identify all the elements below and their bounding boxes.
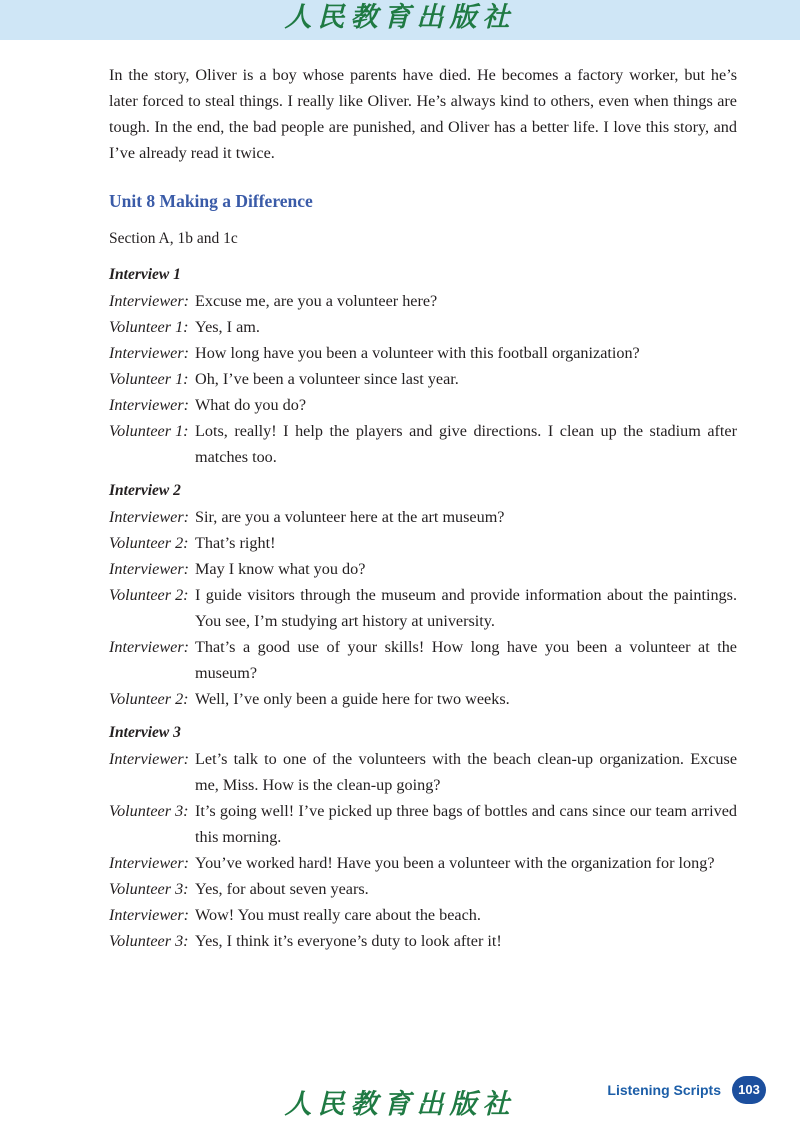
speaker-label: Interviewer:	[109, 906, 190, 924]
dialogue-line	[109, 850, 737, 876]
dialogue-line	[109, 686, 737, 712]
speaker-label: Interviewer:	[109, 560, 190, 578]
speaker-label: Interviewer:	[109, 638, 190, 656]
speaker-label: Volunteer 2:	[109, 534, 189, 552]
dialogue-line	[109, 340, 737, 366]
dialogue-line	[109, 634, 737, 686]
dialogue-line	[109, 366, 737, 392]
speech-text: How long have you been a volunteer with this football organization?	[195, 344, 640, 362]
speaker-label: Volunteer 1:	[109, 422, 189, 440]
dialogue-line	[109, 288, 737, 314]
interview-title: Interview 2	[109, 482, 181, 499]
dialogue-line	[109, 556, 737, 582]
interviews-list	[109, 262, 737, 954]
speech-text: What do you do?	[195, 396, 307, 414]
speaker-label: Interviewer:	[109, 508, 190, 526]
interview-title: Interview 1	[109, 266, 181, 283]
speaker-label: Interviewer:	[109, 854, 190, 872]
dialogue-line	[109, 876, 737, 902]
interview-block	[109, 478, 737, 712]
dialogue-line	[109, 798, 737, 850]
speech-text: Let’s talk to one of the volunteers with the beach clean-up organization. Excuse me, Miss. How is the clean-up going?	[195, 750, 737, 794]
dialogue-line	[109, 314, 737, 340]
speech-text: Yes, I think it’s everyone’s duty to look after it!	[195, 932, 502, 950]
interview-block	[109, 720, 737, 954]
interview-block	[109, 262, 737, 470]
speaker-label: Interviewer:	[109, 750, 190, 768]
publisher-logo-bottom: 人民教育出版社	[284, 1089, 516, 1120]
publisher-logo-top: 人民教育出版社	[284, 2, 516, 33]
speaker-label: Interviewer:	[109, 396, 190, 414]
speaker-label: Interviewer:	[109, 292, 190, 310]
section-label: Section A, 1b and 1c	[109, 230, 238, 247]
page-content	[109, 62, 737, 954]
speech-text: That’s right!	[195, 534, 276, 552]
speech-text: Well, I’ve only been a guide here for two weeks.	[195, 690, 510, 708]
speech-text: May I know what you do?	[195, 560, 366, 578]
speaker-label: Volunteer 3:	[109, 880, 189, 898]
dialogue-line	[109, 530, 737, 556]
speech-text: I guide visitors through the museum and provide information about the paintings. You see, I’m studying art history at university.	[195, 586, 737, 630]
speech-text: You’ve worked hard! Have you been a volunteer with the organization for long?	[195, 854, 715, 872]
unit-heading: Unit 8 Making a Difference	[109, 191, 313, 211]
speech-text: Oh, I’ve been a volunteer since last year.	[195, 370, 459, 388]
speech-text: It’s going well! I’ve picked up three bags of bottles and cans since our team arrived this morning.	[195, 802, 737, 846]
speech-text: Yes, for about seven years.	[195, 880, 369, 898]
speaker-label: Volunteer 2:	[109, 690, 189, 708]
footer-section-label: Listening Scripts	[607, 1082, 721, 1098]
dialogue-line	[109, 902, 737, 928]
speaker-label: Volunteer 1:	[109, 318, 189, 336]
dialogue-line	[109, 746, 737, 798]
intro-paragraph: In the story, Oliver is a boy whose parents have died. He becomes a factory worker, but he’s later forced to steal things. I really like Oliver. He’s always kind to others, even when things are tough. In the end, the bad people are punished, and Oliver has a better life. I love this story, and I’ve already read it twice.	[109, 66, 737, 162]
dialogue-line	[109, 392, 737, 418]
speech-text: Yes, I am.	[195, 318, 260, 336]
speech-text: Sir, are you a volunteer here at the art museum?	[195, 508, 505, 526]
speech-text: Lots, really! I help the players and give directions. I clean up the stadium after matches too.	[195, 422, 737, 466]
dialogue-line	[109, 504, 737, 530]
page-number-badge: 103	[732, 1076, 766, 1104]
speaker-label: Volunteer 3:	[109, 802, 189, 820]
speech-text: Wow! You must really care about the beach.	[195, 906, 481, 924]
speech-text: Excuse me, are you a volunteer here?	[195, 292, 438, 310]
dialogue-line	[109, 928, 737, 954]
interview-title: Interview 3	[109, 724, 181, 741]
dialogue-line	[109, 418, 737, 470]
speaker-label: Volunteer 2:	[109, 586, 189, 604]
speaker-label: Volunteer 3:	[109, 932, 189, 950]
speech-text: That’s a good use of your skills! How long have you been a volunteer at the museum?	[195, 638, 737, 682]
speaker-label: Interviewer:	[109, 344, 190, 362]
speaker-label: Volunteer 1:	[109, 370, 189, 388]
dialogue-line	[109, 582, 737, 634]
